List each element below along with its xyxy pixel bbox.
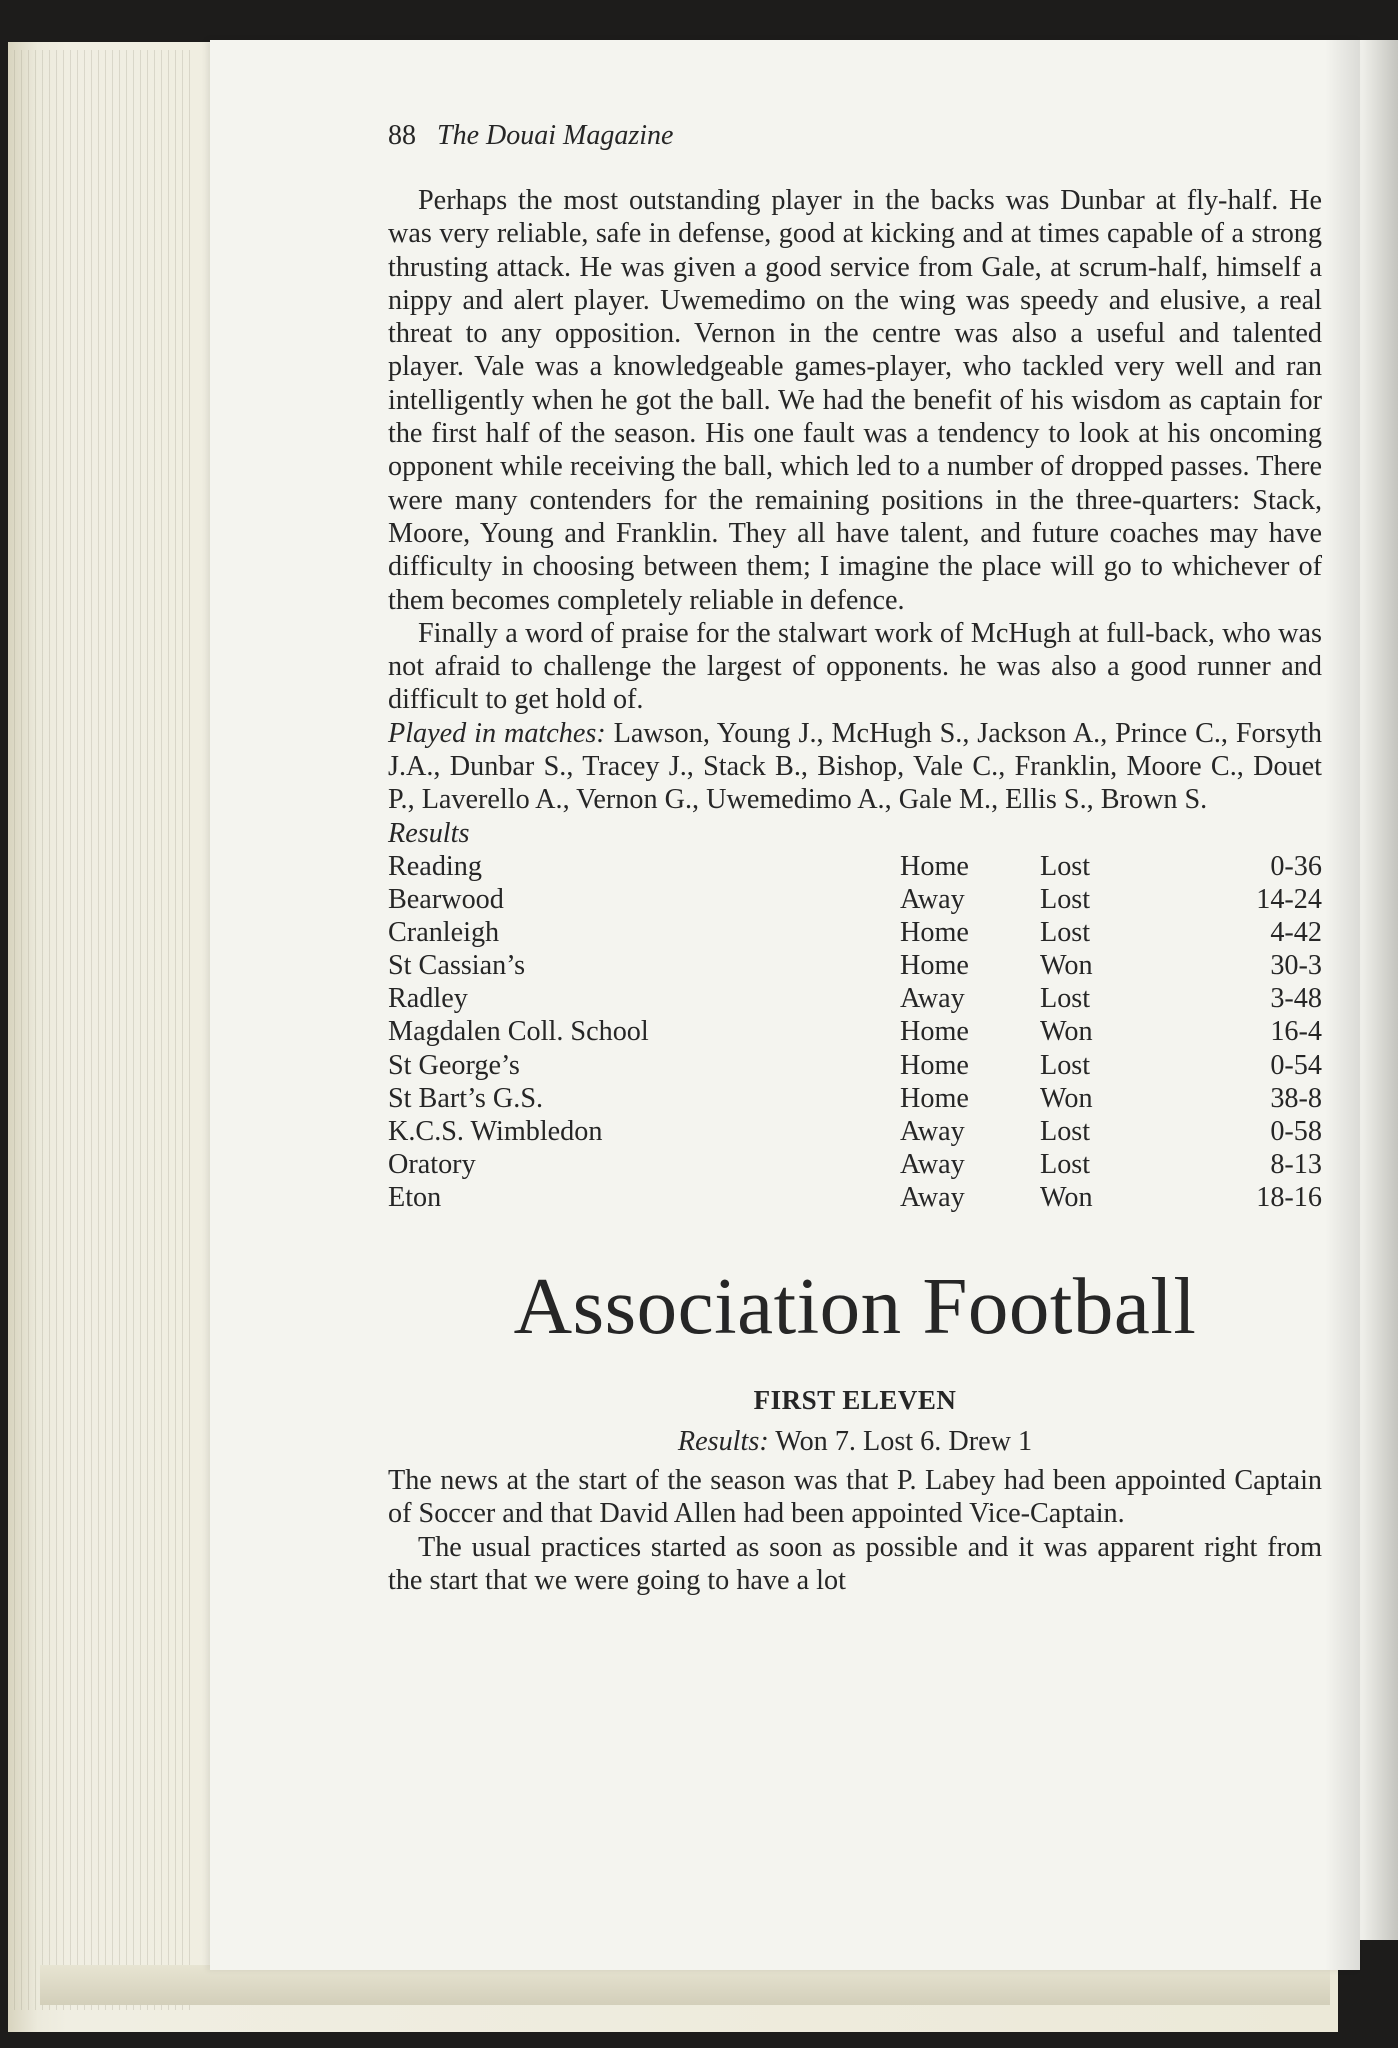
venue-cell: Home bbox=[900, 1049, 969, 1081]
results-row bbox=[388, 916, 1322, 949]
rugby-paragraph-backs: Perhaps the most outstanding player in the backs was Dunbar at fly-half. He was very reliable, safe in defense, good at kicking and at times capable of a strong thrusting attack. He was given a good service from Gale, at scrum-half, himself a nippy and alert player. Uwemedimo on the wing was speedy and elusive, a real threat to any opposition. Vernon in the centre was also a useful and talented player. Vale was a knowledgeable games-player, who tackled very well and ran intelligently when he got the ball. We had the benefit of his wisdom as captain for the first half of the season. His one fault was a tendency to look at his oncoming opponent while receiving the ball, which led to a number of dropped passes. There were many contenders for the remaining positions in the three-quarters: Stack, Moore, Young and Franklin. They all have talent, and future coaches may have difficulty in choosing between them; I imagine the place will go to whichever of them becomes completely reliable in defence. bbox=[388, 185, 1322, 616]
venue-cell: Home bbox=[900, 850, 969, 882]
page-content bbox=[388, 118, 1322, 1597]
opponent-cell: St George’s bbox=[388, 1049, 520, 1081]
football-paragraph-practices: The usual practices started as soon as possible and it was apparent right from the start that we were going to have a lot bbox=[388, 1531, 1322, 1596]
result-cell: Lost bbox=[1040, 850, 1091, 882]
book-page bbox=[210, 40, 1360, 1970]
result-cell: Lost bbox=[1040, 884, 1091, 916]
opponent-cell: Magdalen Coll. School bbox=[388, 1016, 649, 1048]
venue-cell: Home bbox=[900, 917, 969, 949]
page-stack-bottom-edge bbox=[40, 1965, 1330, 2005]
results-row bbox=[388, 883, 1322, 916]
team-subtitle: FIRST ELEVEN bbox=[753, 1384, 957, 1415]
summary-value: Won 7. Lost 6. Drew 1 bbox=[768, 1425, 1033, 1457]
played-label: Played in matches: bbox=[388, 717, 606, 749]
results-heading: Results bbox=[388, 817, 470, 849]
opponent-cell: St Cassian’s bbox=[388, 950, 526, 982]
venue-cell: Home bbox=[900, 1016, 969, 1048]
venue-cell: Away bbox=[900, 1148, 965, 1180]
rugby-paragraph-fullback: Finally a word of praise for the stalwart work of McHugh at full-back, who was not afraid to challenge the largest of opponents. he was also a good runner and difficult to get hold of. bbox=[388, 617, 1322, 716]
score-cell: 18-16 bbox=[1256, 1181, 1322, 1213]
score-cell: 16-4 bbox=[1270, 1016, 1322, 1048]
played-in-matches bbox=[388, 717, 1322, 817]
result-cell: Won bbox=[1040, 950, 1093, 982]
result-cell: Lost bbox=[1040, 917, 1091, 949]
venue-cell: Away bbox=[900, 884, 965, 916]
score-cell: 38-8 bbox=[1270, 1082, 1322, 1114]
score-cell: 14-24 bbox=[1256, 884, 1322, 916]
running-header bbox=[388, 118, 1322, 154]
results-row bbox=[388, 1082, 1322, 1115]
summary-label: Results: bbox=[677, 1425, 769, 1457]
played-names: Lawson, Young J., McHugh S., Jackson A., Prince C., Forsyth J.A., Dunbar S., Tracey J., Stack B., Bishop, Vale C., Franklin, Moore C., Douet P., Laverello A., Vernon G., Uwemedimo A., Gale M., Ellis S., Brown S. bbox=[388, 717, 1322, 816]
results-row bbox=[388, 1015, 1322, 1048]
opponent-cell: Oratory bbox=[388, 1148, 476, 1180]
score-cell: 3-48 bbox=[1270, 983, 1322, 1015]
results-row bbox=[388, 1148, 1322, 1181]
score-cell: 4-42 bbox=[1270, 917, 1322, 949]
results-row bbox=[388, 1115, 1322, 1148]
results-row bbox=[388, 949, 1322, 982]
season-summary bbox=[388, 1424, 1322, 1460]
venue-cell: Away bbox=[900, 983, 965, 1015]
venue-cell: Away bbox=[900, 1115, 965, 1147]
score-cell: 30-3 bbox=[1270, 950, 1322, 982]
opponent-cell: Radley bbox=[388, 983, 468, 1015]
result-cell: Lost bbox=[1040, 1115, 1091, 1147]
venue-cell: Home bbox=[900, 950, 969, 982]
rugby-results-table bbox=[388, 850, 1322, 1214]
result-cell: Lost bbox=[1040, 1049, 1091, 1081]
gutter-shadow bbox=[1325, 40, 1360, 1970]
opponent-cell: K.C.S. Wimbledon bbox=[388, 1115, 603, 1147]
page-number: 88 bbox=[388, 120, 416, 151]
results-row bbox=[388, 1049, 1322, 1082]
publication-title: The Douai Magazine bbox=[437, 120, 674, 151]
opponent-cell: Eton bbox=[388, 1181, 442, 1213]
venue-cell: Home bbox=[900, 1082, 969, 1114]
score-cell: 8-13 bbox=[1270, 1148, 1322, 1180]
score-cell: 0-36 bbox=[1270, 850, 1322, 882]
result-cell: Won bbox=[1040, 1016, 1093, 1048]
opponent-cell: Bearwood bbox=[388, 884, 504, 916]
result-cell: Lost bbox=[1040, 983, 1091, 1015]
results-row bbox=[388, 982, 1322, 1015]
opponent-cell: Cranleigh bbox=[388, 917, 500, 949]
opponent-cell: Reading bbox=[388, 850, 482, 882]
results-row bbox=[388, 1181, 1322, 1214]
opponent-cell: St Bart’s G.S. bbox=[388, 1082, 544, 1114]
result-cell: Won bbox=[1040, 1082, 1093, 1114]
score-cell: 0-54 bbox=[1270, 1049, 1322, 1081]
result-cell: Won bbox=[1040, 1181, 1093, 1213]
score-cell: 0-58 bbox=[1270, 1115, 1322, 1147]
result-cell: Lost bbox=[1040, 1148, 1091, 1180]
section-title: Association Football bbox=[513, 1260, 1197, 1351]
venue-cell: Away bbox=[900, 1181, 965, 1213]
page-edges bbox=[14, 50, 190, 2010]
results-row bbox=[388, 850, 1322, 883]
football-paragraph-captains: The news at the start of the season was that P. Labey had been appointed Captain of Soccer and that David Allen had been appointed Vice-Captain. bbox=[388, 1464, 1322, 1530]
